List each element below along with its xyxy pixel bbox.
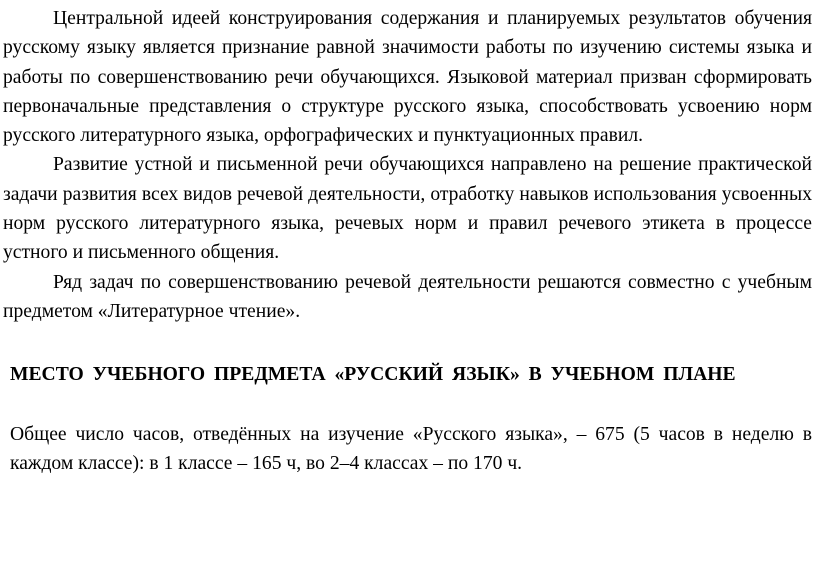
section-heading: МЕСТО УЧЕБНОГО ПРЕДМЕТА «РУССКИЙ ЯЗЫК» В УЧЕБНОМ ПЛАНЕ — [10, 364, 736, 386]
paragraph-content-concept: Центральной идеей конструирования содержания и планируемых результатов обучения русскому языку является признание равной значимости работы по изучению системы языка и работы по совершенствованию речи обучающихся. Языковой материал призван сформировать первоначальные представления о структуре русского языка, способствовать усвоению норм русского литературного языка, орфографических и пунктуационных правил. — [3, 8, 812, 147]
paragraph-joint-tasks: Ряд задач по совершенствованию речевой деятельности решаются совместно с учебным предметом «Литературное чтение». — [3, 271, 812, 322]
paragraph-speech-development: Развитие устной и письменной речи обучающихся направлено на решение практической задачи развития всех видов речевой деятельности, отработку навыков использования усвоенных норм русского литературного языка, речевых норм и правил речевого этикета в процессе устного и письменного общения. — [3, 154, 812, 264]
paragraph-total-hours: Общее число часов, отведённых на изучение «Русского языка», – 675 (5 часов в неделю в каждом классе): в 1 классе – 165 ч, во 2–4 классах – по 170 ч. — [10, 423, 812, 474]
